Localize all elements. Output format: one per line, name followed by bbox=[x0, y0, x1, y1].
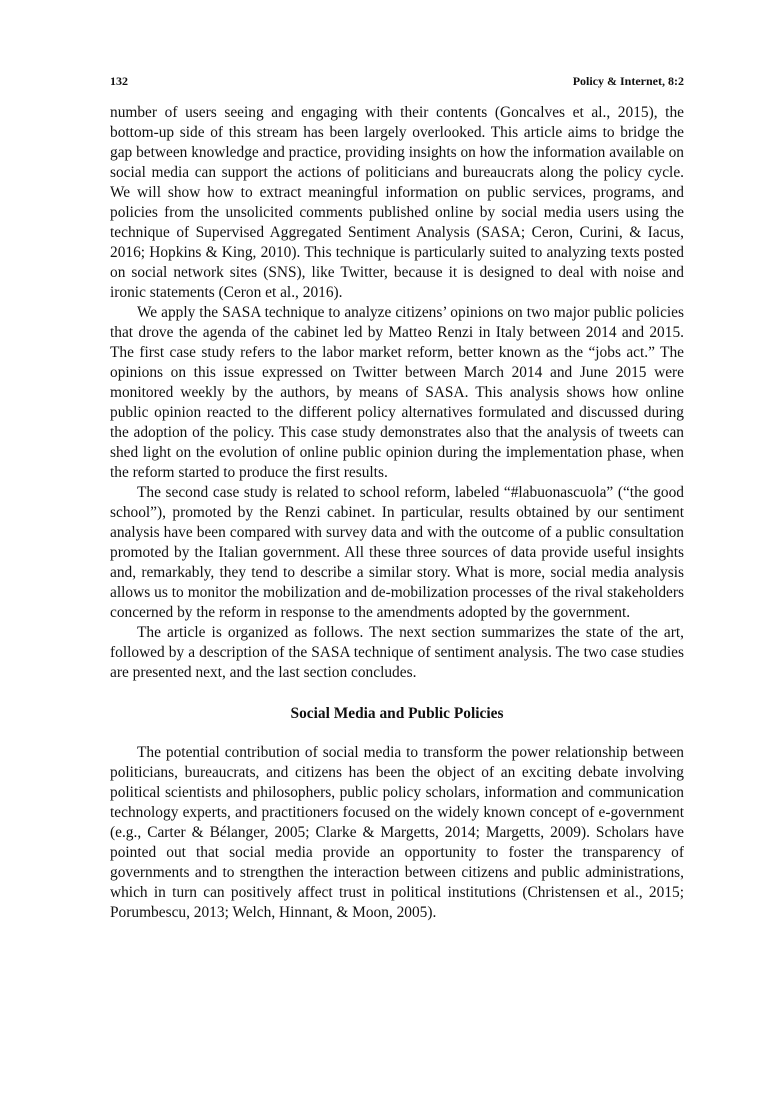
paragraph: The potential contribution of social media to transform the power relationship between politicians, bureaucrats, and citizens has been the object of an exciting debate involving political scientists and philosophers, public policy scholars, information and communication technology experts, and practitioners focused on the widely known concept of e-government (e.g., Carter & Bélanger, 2005; Clarke & Margetts, 2014; Margetts, 2009). Scholars have pointed out that social media provide an opportunity to foster the transparency of governments and to strengthen the interaction between citizens and public administrations, which in turn can positively affect trust in political institutions (Christensen et al., 2015; Porumbescu, 2013; Welch, Hinnant, & Moon, 2005). bbox=[110, 744, 684, 921]
journal-citation: Policy & Internet, 8:2 bbox=[572, 74, 684, 88]
paragraph: number of users seeing and engaging with their contents (Goncalves et al., 2015), the bottom-up side of this stream has been largely overlooked. This article aims to bridge the gap between knowledge and practice, providing insights on how the information available on social media can support the actions of politicians and bureaucrats along the policy cycle. We will show how to extract meaningful information on public services, programs, and policies from the unsolicited comments published online by social media users using the technique of Supervised Aggregated Sentiment Analysis (SASA; Ceron, Curini, & Iacus, 2016; Hopkins & King, 2010). This technique is particularly suited to analyzing texts posted on social network sites (SNS), like Twitter, because it is designed to deal with noise and ironic statements (Ceron et al., 2016). bbox=[110, 104, 684, 301]
running-header bbox=[110, 74, 684, 88]
page-number: 132 bbox=[110, 74, 128, 88]
paragraph: We apply the SASA technique to analyze citizens’ opinions on two major public policies that drove the agenda of the cabinet led by Matteo Renzi in Italy between 2014 and 2015. The first case study refers to the labor market reform, better known as the “jobs act.” The opinions on this issue expressed on Twitter between March 2014 and June 2015 were monitored weekly by the authors, by means of SASA. This analysis shows how online public opinion reacted to the different policy alternatives formulated and discussed during the adoption of the policy. This case study demonstrates also that the analysis of tweets can shed light on the evolution of online public opinion during the implementation phase, when the reform started to produce the first results. bbox=[110, 304, 684, 481]
article-page bbox=[110, 74, 684, 923]
body-text bbox=[110, 103, 684, 923]
section-heading: Social Media and Public Policies bbox=[290, 705, 504, 722]
paragraph: The second case study is related to school reform, labeled “#labuonascuola” (“the good school”), promoted by the Renzi cabinet. In particular, results obtained by our sentiment analysis have been compared with survey data and with the outcome of a public consultation promoted by the Italian government. All these three sources of data provide useful insights and, remarkably, they tend to describe a similar story. What is more, social media analysis allows us to monitor the mobilization and de-mobilization processes of the rival stakeholders concerned by the reform in response to the amendments adopted by the government. bbox=[110, 484, 684, 621]
paragraph: The article is organized as follows. The next section summarizes the state of the art, followed by a description of the SASA technique of sentiment analysis. The two case studies are presented next, and the last section concludes. bbox=[110, 624, 684, 681]
